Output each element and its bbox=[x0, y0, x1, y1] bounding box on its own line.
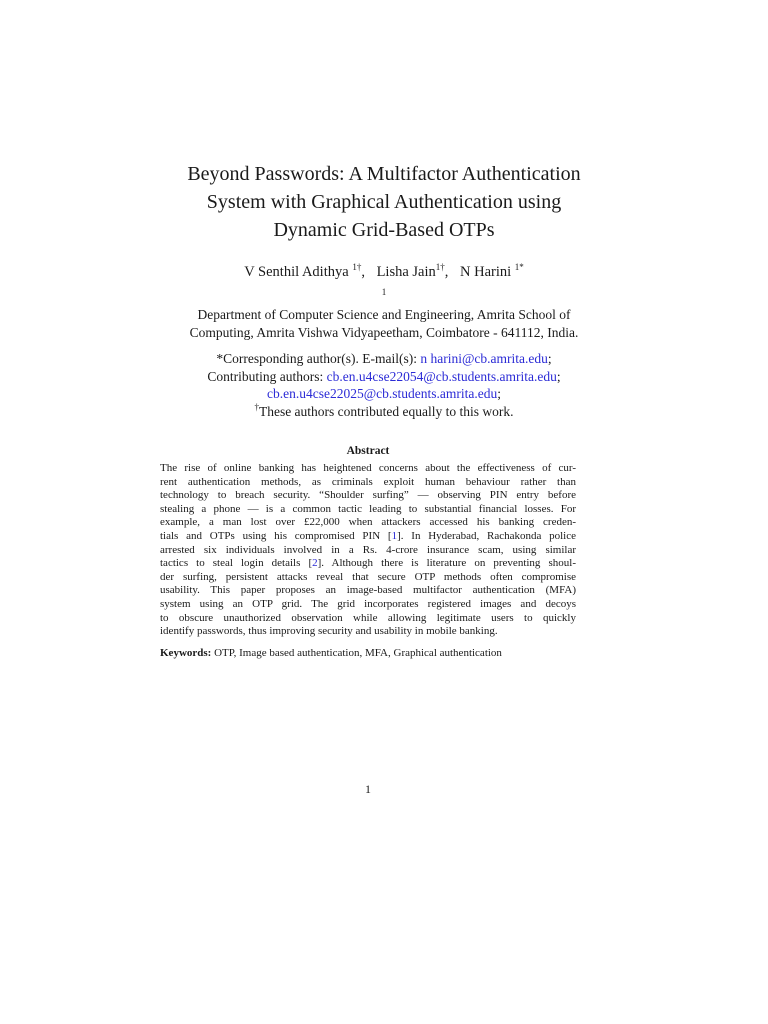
page-number: 1 bbox=[365, 782, 371, 796]
title-line-3: Dynamic Grid-Based OTPs bbox=[273, 219, 495, 241]
corresponding-email-link[interactable]: n harini@cb.amrita.edu bbox=[420, 351, 548, 366]
abstract-line: der surfing, persistent attacks reveal that secure OTP methods often compromise bbox=[160, 570, 576, 583]
equal-contribution-note: These authors contributed equally to this work. bbox=[258, 403, 514, 419]
citation-link-1[interactable]: 1 bbox=[391, 529, 398, 542]
equal-contribution-mark: † bbox=[254, 401, 259, 412]
author-mark: 1† bbox=[352, 262, 362, 272]
contributing-label: Contributing authors: bbox=[207, 368, 327, 384]
abstract-heading: Abstract bbox=[346, 445, 390, 457]
author-name: Lisha Jain bbox=[376, 264, 436, 280]
abstract-line: rent authentication methods, as criminals exploit human behaviour rather than bbox=[160, 475, 576, 488]
abstract-line: identify passwords, thus improving security and usability in mobile banking. bbox=[160, 625, 498, 638]
affiliation bbox=[0, 288, 768, 342]
correspondence-block: *Corresponding author(s). E-mail(s): n harini@cb.amrita.edu; Contributing authors: cb.en.u4cse22054@cb.students.amrita.edu; cb.en.u4cse22025@cb.students.amrita.edu; †These authors contributed equally to this work. bbox=[207, 351, 561, 419]
author-name: V Senthil Adithya bbox=[244, 264, 349, 280]
title-line-1: Beyond Passwords: A Multifactor Authentication bbox=[187, 163, 581, 185]
corresponding-label: *Corresponding author(s). E-mail(s): bbox=[216, 351, 421, 366]
author-name: N Harini bbox=[460, 264, 512, 280]
author-mark: 1* bbox=[514, 262, 524, 272]
keywords bbox=[160, 646, 576, 660]
contributing-email-link-2[interactable]: cb.en.u4cse22025@cb.students.amrita.edu bbox=[266, 386, 498, 401]
affiliation-line-2: Computing, Amrita Vishwa Vidyapeetham, Coimbatore - 641112, India. bbox=[189, 325, 579, 340]
affiliation-mark: 1 bbox=[381, 287, 387, 297]
abstract-line: usability. This paper proposes an image-based multifactor authentication (MFA) bbox=[160, 584, 576, 597]
abstract-line: technology to breach security. “Shoulder surfing” — observing PIN entry before bbox=[160, 489, 576, 502]
keywords-label: Keywords: bbox=[160, 647, 212, 659]
author-list: V Senthil Adithya $^{1\dagger}$, Lisha Jain$^{1\dagger}$, N Harini $^{1*}$ bbox=[244, 262, 524, 280]
abstract-line: arrested six individuals involved in a Rs. 4-crore insurance scam, using similar bbox=[160, 543, 576, 556]
abstract-line: The rise of online banking has heightened concerns about the effectiveness of cur- bbox=[160, 462, 576, 474]
abstract-line: system using an OTP grid. The grid incorporates registered images and decoys bbox=[160, 597, 576, 610]
contributing-email-link-1[interactable]: cb.en.u4cse22054@cb.students.amrita.edu bbox=[326, 368, 557, 384]
abstract-line: tactics to steal login details [2]. Although there is literature on preventing shoul- bbox=[160, 557, 576, 570]
title-line-2: System with Graphical Authentication using bbox=[206, 191, 562, 213]
abstract-body bbox=[160, 462, 576, 639]
author-mark: 1† bbox=[435, 262, 445, 272]
keywords-text: OTP, Image based authentication, MFA, Graphical authentication bbox=[211, 647, 502, 659]
abstract-line: to obscure unauthorized observation while allowing legitimate users to quickly bbox=[160, 611, 576, 624]
paper-title bbox=[0, 160, 768, 244]
abstract-line: example, a man lost over £22,000 when attackers accessed his banking creden- bbox=[160, 516, 576, 529]
abstract-line: tials and OTPs using his compromised PIN [1]. In Hyderabad, Rachakonda police bbox=[160, 529, 576, 542]
affiliation-line-1: Department of Computer Science and Engineering, Amrita School of bbox=[197, 307, 571, 322]
citation-link-2[interactable]: 2 bbox=[312, 557, 318, 570]
abstract-line: stealing a phone — is a common tactic leading to substantial financial losses. For bbox=[160, 502, 576, 515]
